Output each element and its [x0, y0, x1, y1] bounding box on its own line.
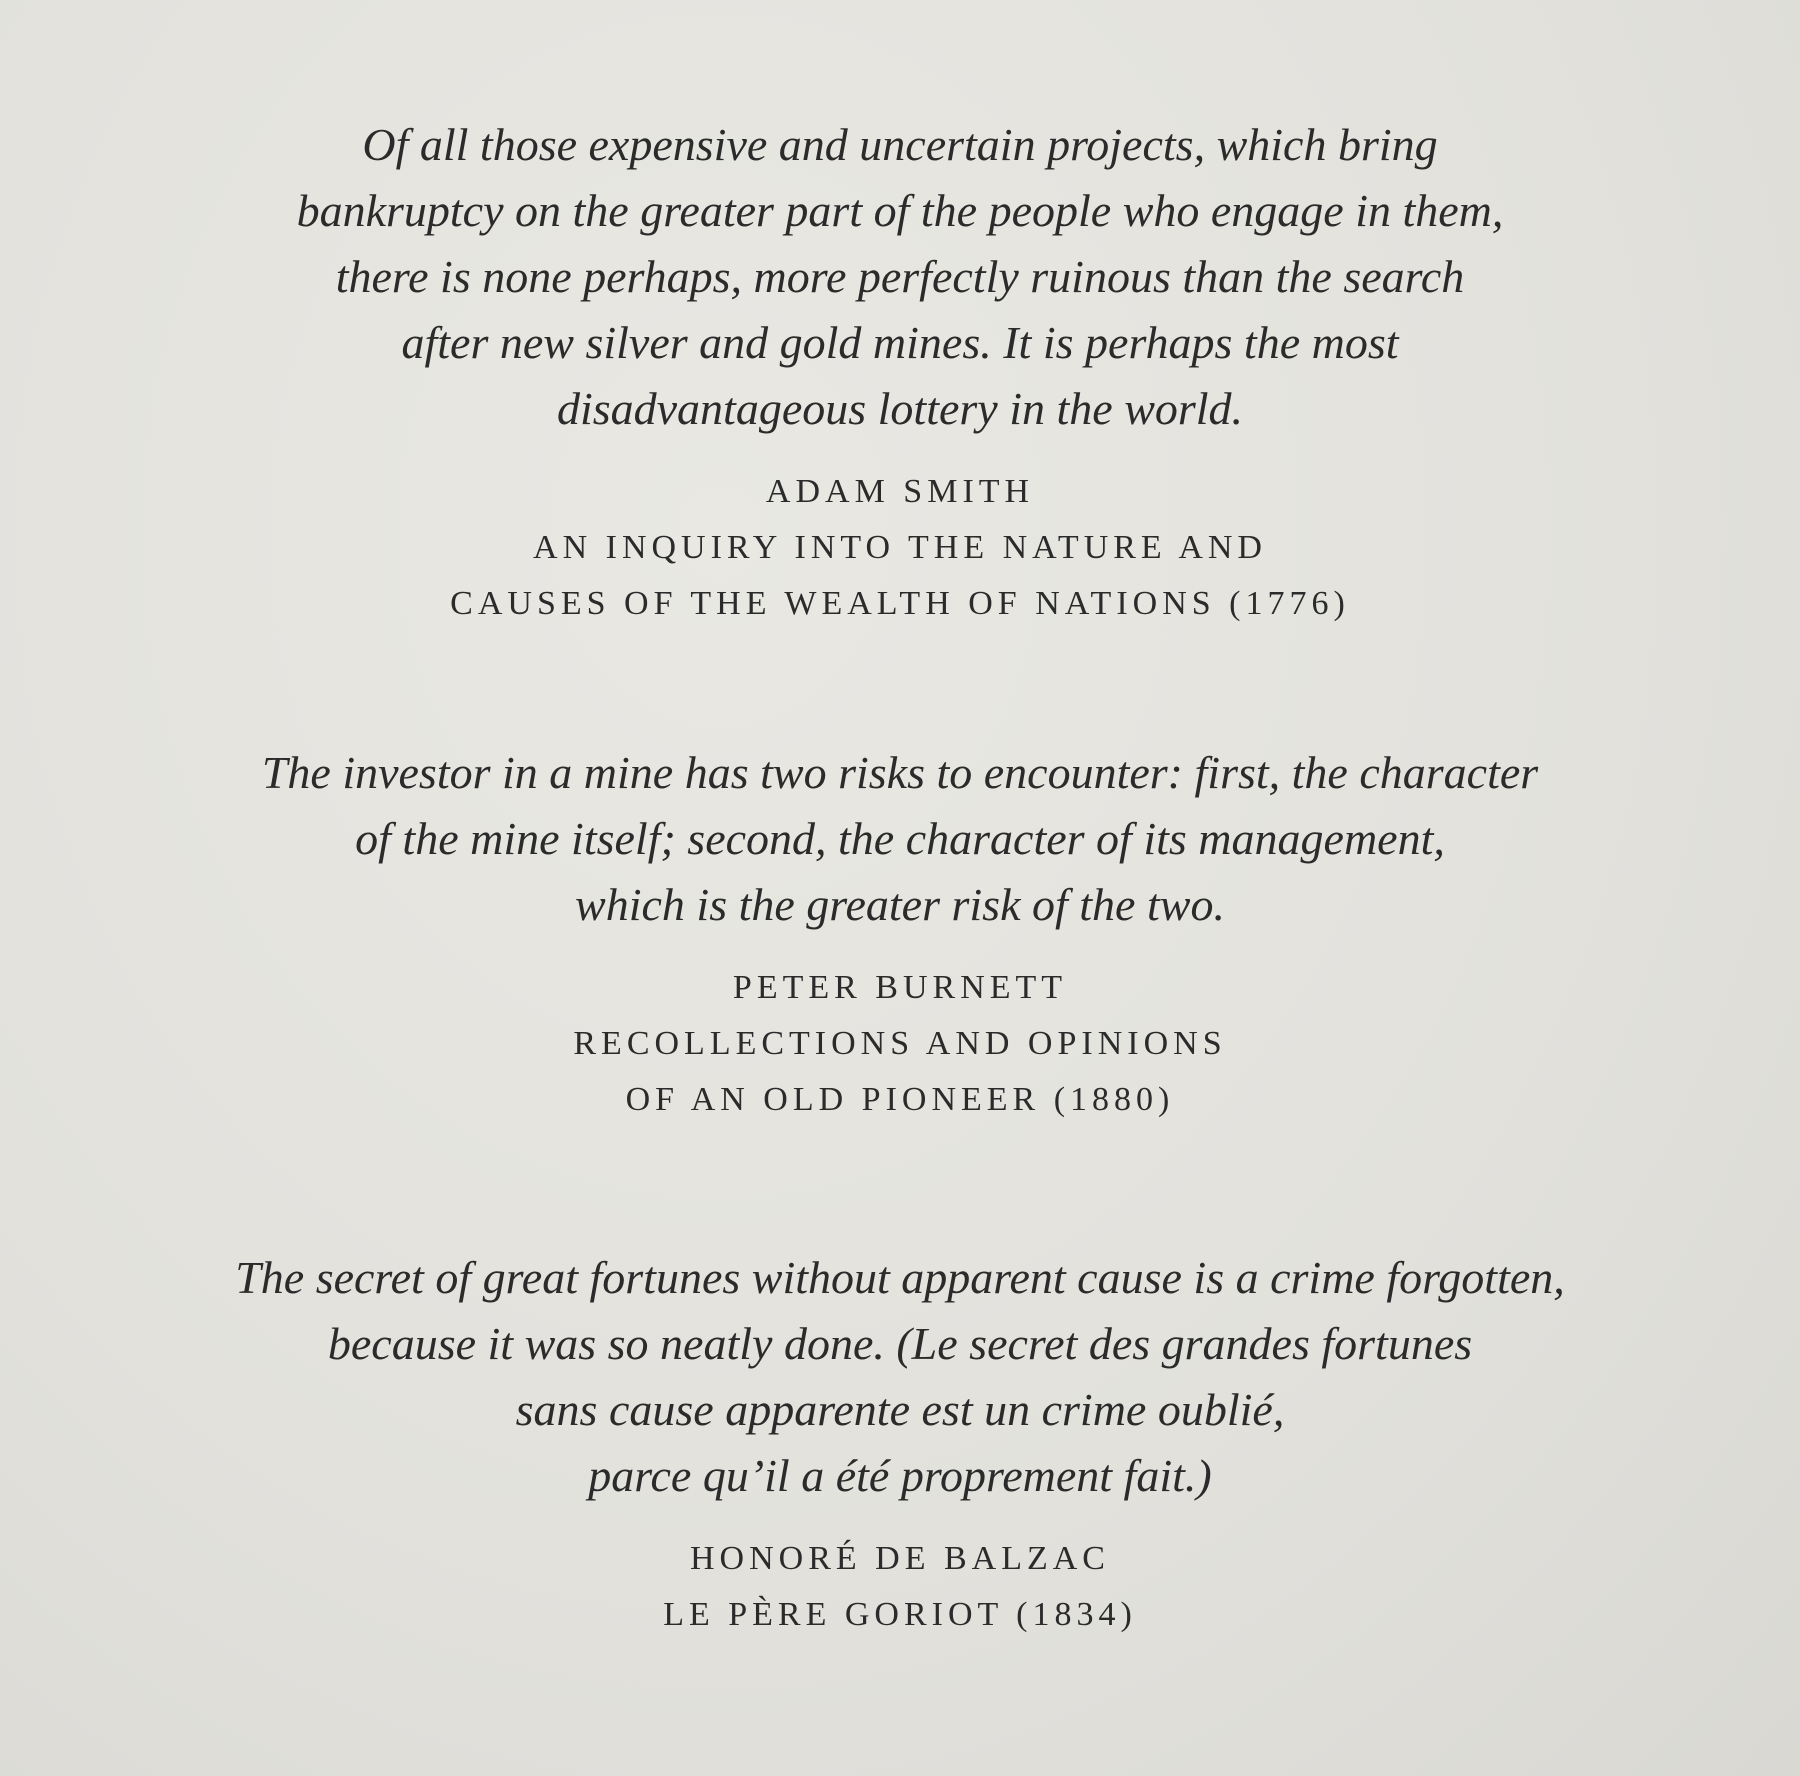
- quote-peter-burnett: [0, 740, 1800, 1128]
- quote-honore-de-balzac: [0, 1245, 1800, 1643]
- quote-line: The secret of great fortunes without apparent cause is a crime forgotten,: [235, 1252, 1565, 1303]
- quote-text: [0, 1245, 1800, 1509]
- quote-line: disadvantageous lottery in the world.: [556, 383, 1244, 434]
- attribution: [0, 464, 1800, 632]
- quote-line: after new silver and gold mines. It is perhaps the most: [401, 317, 1399, 368]
- source-title: RECOLLECTIONS AND OPINIONS: [573, 1025, 1227, 1062]
- quote-line: Of all those expensive and uncertain projects, which bring: [362, 119, 1438, 170]
- quote-line: there is none perhaps, more perfectly ruinous than the search: [335, 251, 1465, 302]
- quote-text: [0, 112, 1800, 442]
- source-title: OF AN OLD PIONEER (1880): [625, 1081, 1175, 1118]
- source-title: LE PÈRE GORIOT (1834): [663, 1596, 1137, 1633]
- attribution: [0, 960, 1800, 1128]
- quote-line: of the mine itself; second, the character of its management,: [355, 813, 1445, 864]
- source-title: AN INQUIRY INTO THE NATURE AND: [533, 529, 1267, 566]
- quote-line: bankruptcy on the greater part of the people who engage in them,: [296, 185, 1504, 236]
- source-title: CAUSES OF THE WEALTH OF NATIONS (1776): [450, 585, 1350, 622]
- quote-line: sans cause apparente est un crime oublié,: [515, 1384, 1285, 1435]
- author-name: HONORÉ DE BALZAC: [690, 1540, 1110, 1577]
- quote-line: parce qu’il a été proprement fait.): [588, 1450, 1212, 1501]
- author-name: ADAM SMITH: [765, 473, 1035, 510]
- quote-line: because it was so neatly done. (Le secret des grandes fortunes: [327, 1318, 1473, 1369]
- attribution: [0, 1531, 1800, 1643]
- author-name: PETER BURNETT: [732, 969, 1068, 1006]
- quote-adam-smith: [0, 112, 1800, 632]
- quote-line: which is the greater risk of the two.: [575, 879, 1225, 930]
- quote-line: The investor in a mine has two risks to encounter: first, the character: [261, 747, 1539, 798]
- quote-text: [0, 740, 1800, 938]
